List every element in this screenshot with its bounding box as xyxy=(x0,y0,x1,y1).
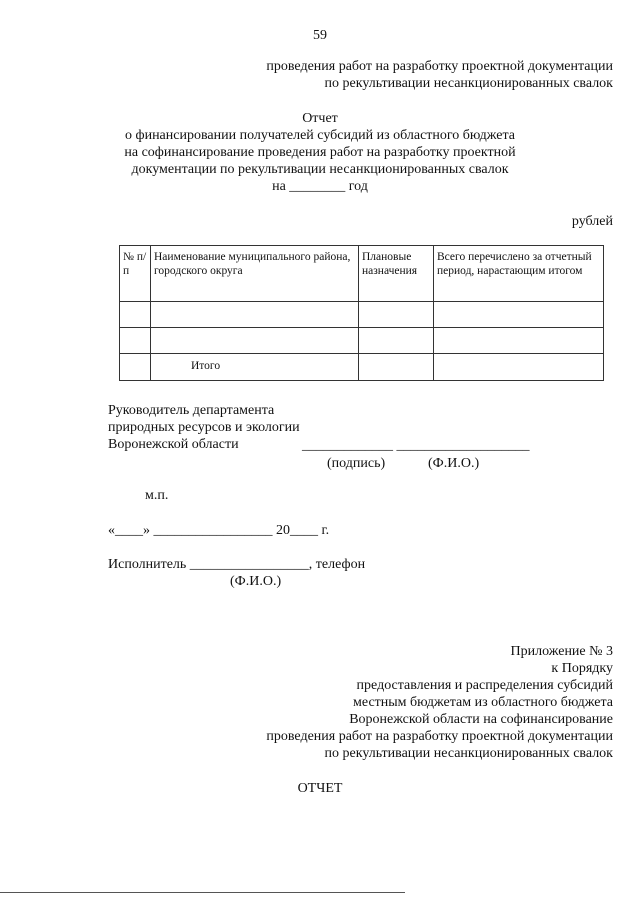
appendix-line-4: местным бюджетам из областного бюджета xyxy=(353,695,613,710)
table-cell xyxy=(434,354,604,381)
table-cell xyxy=(151,328,359,354)
appendix-line-6: проведения работ на разработку проектной документации xyxy=(266,729,613,744)
table-row xyxy=(120,302,604,328)
report-table xyxy=(119,245,604,381)
appendix-line-5: Воронежской области на софинансирование xyxy=(349,712,613,727)
header-planned: Плановые назначения xyxy=(359,246,434,302)
header-transferred: Всего перечислено за отчетный период, нарастающим итогом xyxy=(434,246,604,302)
page-bottom-divider xyxy=(0,892,405,893)
date-line: «____» _________________ 20____ г. xyxy=(108,523,330,538)
executor-line: Исполнитель _________________, телефон xyxy=(108,557,366,572)
table-cell xyxy=(151,302,359,328)
report-title-line-4: документации по рекультивации несанкционированных свалок xyxy=(131,162,509,177)
total-label: Итого xyxy=(151,354,359,381)
table-cell xyxy=(120,328,151,354)
signatory-position-line-1: Руководитель департамента xyxy=(108,403,275,418)
table-cell xyxy=(120,302,151,328)
table-header-row xyxy=(120,246,604,302)
next-report-title: ОТЧЕТ xyxy=(297,781,343,796)
table-row xyxy=(120,328,604,354)
stamp-placeholder: м.п. xyxy=(145,488,169,503)
appendix-number: Приложение № 3 xyxy=(510,644,613,659)
report-title: Отчет xyxy=(302,111,338,126)
units-label: рублей xyxy=(571,214,613,229)
page-number: 59 xyxy=(313,28,327,43)
signatory-position-line-3: Воронежской области xyxy=(108,437,239,452)
table-cell xyxy=(359,302,434,328)
table-cell xyxy=(359,354,434,381)
table-cell xyxy=(434,328,604,354)
header-continuation-line-2: по рекультивации несанкционированных свалок xyxy=(324,76,613,91)
signatory-position-line-2: природных ресурсов и экологии xyxy=(108,420,300,435)
header-number: № п/п xyxy=(120,246,151,302)
table-total-row xyxy=(120,354,604,381)
header-continuation-line-1: проведения работ на разработку проектной документации xyxy=(266,59,613,74)
table-cell xyxy=(434,302,604,328)
report-title-line-3: на софинансирование проведения работ на разработку проектной xyxy=(124,145,516,160)
appendix-line-2: к Порядку xyxy=(551,661,613,676)
header-municipality: Наименование муниципального района, городского округа xyxy=(151,246,359,302)
appendix-line-7: по рекультивации несанкционированных свалок xyxy=(324,746,613,761)
table-cell xyxy=(359,328,434,354)
appendix-line-3: предоставления и распределения субсидий xyxy=(356,678,613,693)
fio-caption: (Ф.И.О.) xyxy=(428,456,480,471)
report-title-line-2: о финансировании получателей субсидий из областного бюджета xyxy=(125,128,515,143)
table-cell xyxy=(120,354,151,381)
signature-blank-lines: _____________ ___________________ xyxy=(302,438,530,453)
report-year-line: на ________ год xyxy=(272,179,368,194)
executor-fio-caption: (Ф.И.О.) xyxy=(230,574,282,589)
signature-caption: (подпись) xyxy=(327,456,386,471)
